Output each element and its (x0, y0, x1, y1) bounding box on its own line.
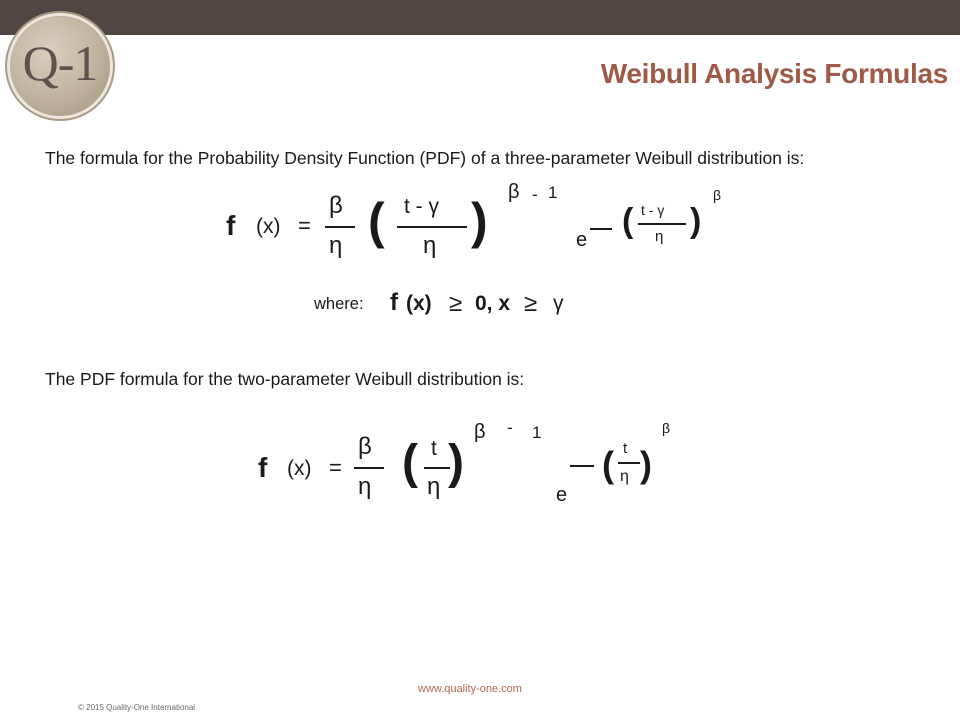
equals-sign: = (298, 213, 311, 238)
fraction-bar (354, 467, 384, 469)
f-symbol: f (258, 452, 268, 483)
x-argument: (x) (287, 457, 312, 480)
exp-power-beta: β (662, 420, 671, 436)
x-argument: (x) (406, 292, 432, 315)
left-paren: ( (402, 436, 418, 489)
e-symbol: e (556, 484, 568, 506)
exp-left-paren: ( (602, 444, 614, 485)
slide-title: Weibull Analysis Formulas (600, 58, 948, 89)
exp-power-beta: β (713, 187, 722, 203)
copyright: © 2015 Quality-One International (78, 703, 196, 712)
exp-right-paren: ) (690, 202, 702, 240)
gamma-symbol: γ (553, 292, 564, 315)
exponent-minus: - (507, 418, 513, 437)
fraction-bar (424, 467, 450, 469)
geq-sign: ≥ (449, 290, 463, 317)
exponent-minus: - (532, 185, 538, 204)
exp-denominator: η (620, 468, 629, 485)
zero-x: 0, x (475, 292, 511, 315)
website-link[interactable]: www.quality-one.com (418, 683, 522, 695)
intro-three-param: The formula for the Probability Density Function (PDF) of a three-parameter Weibull distribution is: (45, 148, 805, 168)
exp-left-paren: ( (622, 202, 634, 240)
exponent-one: 1 (532, 423, 542, 442)
geq-sign: ≥ (524, 290, 538, 317)
beta-numerator: β (329, 192, 343, 219)
exponent-beta: β (508, 181, 520, 203)
eta-denominator: η (427, 473, 441, 500)
f-symbol: f (226, 210, 236, 241)
exponent-one: 1 (548, 183, 558, 202)
x-argument: (x) (256, 215, 281, 238)
logo-text: Q-1 (22, 35, 98, 91)
left-paren: ( (368, 193, 385, 249)
minus-bar (570, 465, 594, 467)
fraction-bar (618, 462, 640, 464)
exp-numerator: t - γ (641, 202, 665, 218)
right-paren: ) (471, 193, 488, 249)
eta-denominator: η (358, 473, 372, 500)
t-minus-gamma: t - γ (404, 195, 439, 218)
equals-sign: = (329, 455, 342, 480)
intro-two-param: The PDF formula for the two-parameter Weibull distribution is: (45, 369, 525, 389)
right-paren: ) (448, 436, 464, 489)
eta-denominator: η (423, 232, 437, 259)
beta-numerator: β (358, 433, 372, 460)
exponent-beta: β (474, 421, 486, 443)
exp-numerator: t (623, 440, 628, 457)
f-symbol: f (390, 289, 398, 316)
exp-right-paren: ) (640, 444, 652, 485)
where-label: where: (314, 295, 364, 313)
t-numerator: t (431, 437, 437, 460)
exp-denominator: η (655, 228, 664, 245)
e-symbol: e (576, 229, 588, 251)
eta-denominator: η (329, 232, 343, 259)
